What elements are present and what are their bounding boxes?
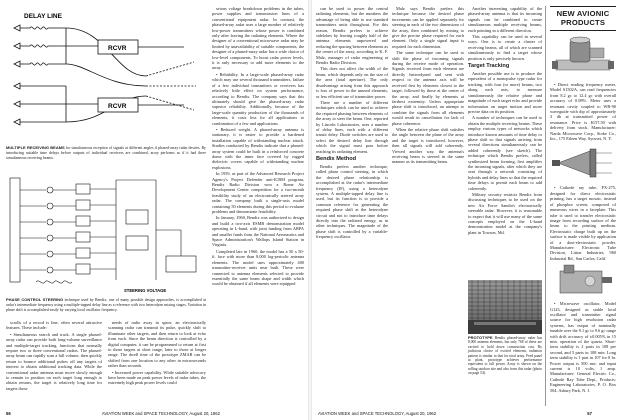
publication-line-left: AVIATION WEEK and SPACE TECHNOLOGY, August 20, 1962 <box>101 411 220 416</box>
paragraph: seious voltage breakdown problems in the tubes, power supplies and transmission lines of a conventional equipment radar. In contrast, the phased-array radar uses a large number of relatively low-power transmitters whose power is combined only after leaving the radiating elements. Where the designer of a conventional microwave radar may be limited by unavailability of suitable components, the designer of a phased-array radar has a wide choice of low-level components. To boost radar power levels, it is only necessary to add more elements to the array. <box>212 6 304 71</box>
frequency-meter-image <box>550 34 616 80</box>
left-page <box>0 0 308 420</box>
paragraph: A number of techniques can be used to obtain the multiple receiving beams. These employ various types of networks which introduce known amounts of time delay or phase shift so that signals arriving from several directions simultaneously can be added coherently (see sketch). The technique which Bendix prefers, called synthesized beam forming, first amplifies the incoming signals, after which they are sent through a network consisting of hybrids and delay lines so that the required time delays to permit each beam to add coherently. <box>468 115 542 191</box>
paragraph: • Increased power capability. While suitable advocacy have been made on peak power levels of radar tubes, the extremely high peak power levels could <box>108 369 206 386</box>
paragraph: When the relative phase shift satisfies the angle between the plane of the array and the target is introduced, however, then all signals will add coherently. Viewed another way, the antenna's receiving beam is steered in the same manner as its transmitting beam. <box>392 126 464 165</box>
crt-photo <box>550 143 616 183</box>
antenna-elements <box>14 25 20 125</box>
paragraph: Malz says Bendix prefers this technique because the desired phase increments can be applied separately for steering in each of the two dimensions of the array, then combined by mixing to give the precise phase required for each element. Only a single signal input is required for each dimension. <box>392 6 464 49</box>
paragraph: • Simultaneous search and track. A single phased-array radar can provide both long-volume surveillance and multiple-target tracking, functions that normally require two or three conventional radars. The phased-array beam can rapidly scan a full volume, then quickly return to bounce additional pulses off any targets of interest to obtain additional tracking data. While the conventional radar antenna must move slowly enough to remain in position on each target long enough to obtain returns, the target is relatively long time for targets those <box>6 331 102 391</box>
publication-line-right: AVIATION WEEK and SPACE TECHNOLOGY, August 20, 1962 <box>318 411 437 416</box>
oscillator-photo <box>550 263 616 299</box>
left-col-1 <box>6 320 102 408</box>
right-col-3 <box>468 6 542 276</box>
paragraph: This capability can be used in several ways. One is to create a cluster of receiving beams, all of which are scanned simultaneously to find a target whose position is only precisely known. <box>468 34 542 61</box>
figure1-caption-body: for simultaneous reception of signals at different angles if phased-array radar desires. By introducing suitable time delays before outputs of individual receivers are combined, array performs as if it had three simultaneous receiving beams. <box>6 146 207 160</box>
left-footer <box>6 411 220 416</box>
paragraph: scrolls of a record is line, often several attractive features. These include: <box>6 320 102 331</box>
figure-multiple-receiving-beams <box>6 6 206 144</box>
cathode-ray-tube-image <box>550 143 616 183</box>
prototype-photo <box>468 280 542 334</box>
paragraph: • Reliability. In a large-scale phased-array radar which may use several thousand transmitters, failure of a few individual transmitters or receivers has relatively little effect on system performance, according to Bendix. The company says that this ultimately should give the phased-array radar superior reliability. Additionally, because of the large-scale quantity production of the thousands of elements, it costs less for all applications to combination of a few and applications. <box>212 71 304 126</box>
delay-line-label: DELAY LINE <box>24 13 62 20</box>
figure-phase-control-steering <box>6 170 206 296</box>
frequency-meter-photo <box>550 34 616 80</box>
subhead-bendix-method: Bendix Method <box>316 155 357 162</box>
figure2-caption <box>6 298 206 313</box>
right-col-2 <box>392 6 464 406</box>
new-avionic-products-heading: NEW AVIONIC PRODUCTS <box>556 9 610 27</box>
figure2-caption-body: technique used by Bendix, one of many possible design approaches, is accomplished at radar's intermediate frequency using a multiple-tapped delay line as a reference with two heterodyne mixing stages. Variation in phase shift is accomplished easily by varying local oscillator frequency. <box>6 298 206 312</box>
figure2-caption-head: PHASE CONTROL STEERING <box>6 297 64 302</box>
steering-voltage-label: STEERING VOLTAGE <box>124 288 167 293</box>
paragraph: • Reduced weight. A phased-array antenna is stationary, it is easier to provide a hardened installation capable of withstanding nuclear attack. Studies conducted by Bendix indicate that a phased-array system could be built in a reinforced concrete dome with the inner face covered by rugged dielectric covers capable of withstanding nuclear explosions. <box>212 126 304 170</box>
prototype-caption <box>468 336 542 376</box>
products-col <box>550 82 616 406</box>
microwave-oscillator-image <box>550 263 616 299</box>
page-number-right: 57 <box>587 411 592 416</box>
figure1-caption <box>6 146 206 161</box>
paragraph: Bendix prefers another technique, called phase control steering, in which the desired phase relationship is accomplished at the radar's intermediate frequency (IF), using a heterodyne system. A multiple-tapped delay line is used, but its function is to provide a common reference for generating the required phase shift at the heterodyne circuit and not to introduce time delays directly into the radiated energy, as in other techniques. The magnitude of the phase shift is controlled by a variable-frequency oscillator. <box>316 163 388 240</box>
product-item: • Cathode ray tube, PX-275, designed for direct electrostatic printing, has a target mosaic, instead of phosphor screen, composed of numerous wires in a faceplate. This tube is used to transfer electrostatic image from recording surface of the beam to the printing medium. Electrostatic charge built up on the surface is made visible by application of a dust-electrostatic powder. Manufacturer: Electronic Tube Division, Litton Industries, 960 Industrial Rd., San Carlos, Calif. <box>550 185 616 261</box>
paragraph: The same technique can be used to shift the phase of incoming signals during the receive mode of operation. Signals received from each element are directly heterodyned and sent with respect to the antenna axis will be received first by elements closest to the target, followed by those at the center of the array, and finally by elements at farthest extremity. Unless appropriate phase shift is introduced, an attempt to combine the signals from all elements would result in cancellation for lack of phase coherence. <box>392 50 464 126</box>
products-top-rule <box>550 6 616 7</box>
paragraph: Completed late in 1960, the model has a 50 x 50-ft. face with more than 8,000 log-periodic antenna elements. The model uses approximately 400 transmitter-receiver units near built. These were connected to antenna elements selected to provide essentially the same beam shape and width which would be obtained if all elements were equipped <box>212 248 304 287</box>
right-footer <box>318 411 592 416</box>
phase-steering-diagram <box>6 170 206 296</box>
paragraph: This does not affect the width of the beam, which depends only on the size of the area (total aperture). The only disadvantage arising from this approach is loss of power in the unused elements, or less efficient use of transmitter power. <box>316 66 388 99</box>
left-col-2 <box>108 320 206 408</box>
products-bottom-rule <box>550 30 616 31</box>
paragraph: can be used to power the central radiating elements, but the numbers the advantage of being able to use standard transmitters units throughout. For this reason, Bendix prefers to achieve sidelobes by leaving roughly half of the antenna elements unpowered and reducing the spacing between elements as the center of the array, according to K. F. Malz, manager of radar engineering at Bendix Radio Division. <box>316 6 388 66</box>
paragraph: Another possible use is to produce the equivalent of a monopulse type radar for tracking, with four (or more) beams, two along each axis, to measure simultaneously the relative phase and magnitude of each target echo and provide information on target motion and more precise data on its position. <box>468 71 542 114</box>
receiver-label-top: RCVR <box>108 45 127 52</box>
prototype-caption-head: PROTOTYPE <box>468 335 493 340</box>
product-item: • Direct reading frequency meter, Model S1502A, can read frequencies from 8.2 gc to 12.4 gc with overall accuracy of 0.08%. Meter uses a resonant cavity coupled to WR-90 waveguide with dip of approximately 3 db at transmitted power of resonance. Price is $157.50 with delivery from stock. Manufacturer: Narda Microwave Corp., Stoke Co., Inc., 175 Eileen Way, Syosset, N. Y. <box>550 82 616 142</box>
delay-line-diagram <box>6 6 206 144</box>
receiver-label-bottom: RCVR <box>108 103 127 110</box>
paragraph: There are a number of different techniques which can be used to achieve the required phasing between elements of the array to steer the beam. One, reported by Lincoln Laboratories, uses a number of delay lines, each with a different transit delay. Diode switches are used to select the desired delay line through which the signal must pass before reaching its radiating element. <box>316 99 388 154</box>
prototype-caption-body: Bendix phased-array radar has 8,000 antenna elements, but only 768 of these are excited to hold down construction cost. By judicious choice of excited elements, radiation pattern is similar to that for total array. Feed panel at plant, prototype achieves performance equivalent to full power. Array is shown on the rolling outdoor site and also from this radar (photo on page 54). <box>468 336 542 376</box>
left-col-3 <box>212 6 304 406</box>
right-page <box>312 0 620 420</box>
paragraph: Military security restricts Bendix from discussing techniques to be used on the new Air Force Sandia's electronically steerable radar. However, it is reasonable to expect that it will use many of the same concepts employed on the L-band demonstration model at the company's plant in Towson, Md. <box>468 192 542 235</box>
paragraph: needs of radio away in space, an electronically scanning radar can transmit its pulse, quickly shift to illuminate other targets, and then return to look at echo from each. Since the beam direction is controlled by a digital computer, it can be programmed to return at first to those targets at short range, later to those at longer range. The dwell time of the prototype ZMAR can be shifted from one location to any other in microseconds rather than seconds. <box>108 320 206 369</box>
product-item: • Microwave oscillator, Model G123, designed as stable local oscillator and transmitter signal source for high resolution radar systems, has output of nominally tunable over the 9.1 gc to 9.6 gc range with drift accuracy of ±0.005% in 15 min. operation of the quartz. Short-term stability is 2 parts in 108 per second, and 5 parts in 108 min. Long term stability is 1 part in 107 for 8 hr. Power output is 500 mw. and input current is 10 volts, 1 amp. Manufacturer: General Electric Co., Cathode Ray Tube Dept., Products: Engineering Laboratories, P. O. Box 504, Asbury Park, N. J. <box>550 301 616 393</box>
paragraph: In 1959, as part of the Advanced Research Project Agency's Project Defender anti-ICBM program, Bendix Radio Division won a Rome Air Development Center competition for a two-month feasibility study of an electronically steered array radar. The company built a single-axis model containing 50 elements during this period to evaluate problems and demonstrate feasibility. <box>212 171 304 215</box>
paragraph: In January, 1960, Bendix was authorized to design and build a two-axis ESMR demonstration model operating in L-band, with joint funding from ARPA and smaller funds from the National Aeronautics and Space Administration's Wallops Island Station in Virginia. <box>212 215 304 248</box>
figure1-caption-head: MULTIPLE RECEIVING BEAMS <box>6 145 65 150</box>
prototype-array-photo <box>468 280 542 334</box>
paragraph: Another interesting capability of the phased-array antenna is that its incoming signals can be combined to create simultaneous multiple receiving beams, each pointing in a different direction. <box>468 6 542 33</box>
subhead-target-tracking: Target Tracking <box>468 63 510 70</box>
page-number-left: 56 <box>6 411 11 416</box>
right-col-1 <box>316 6 388 406</box>
